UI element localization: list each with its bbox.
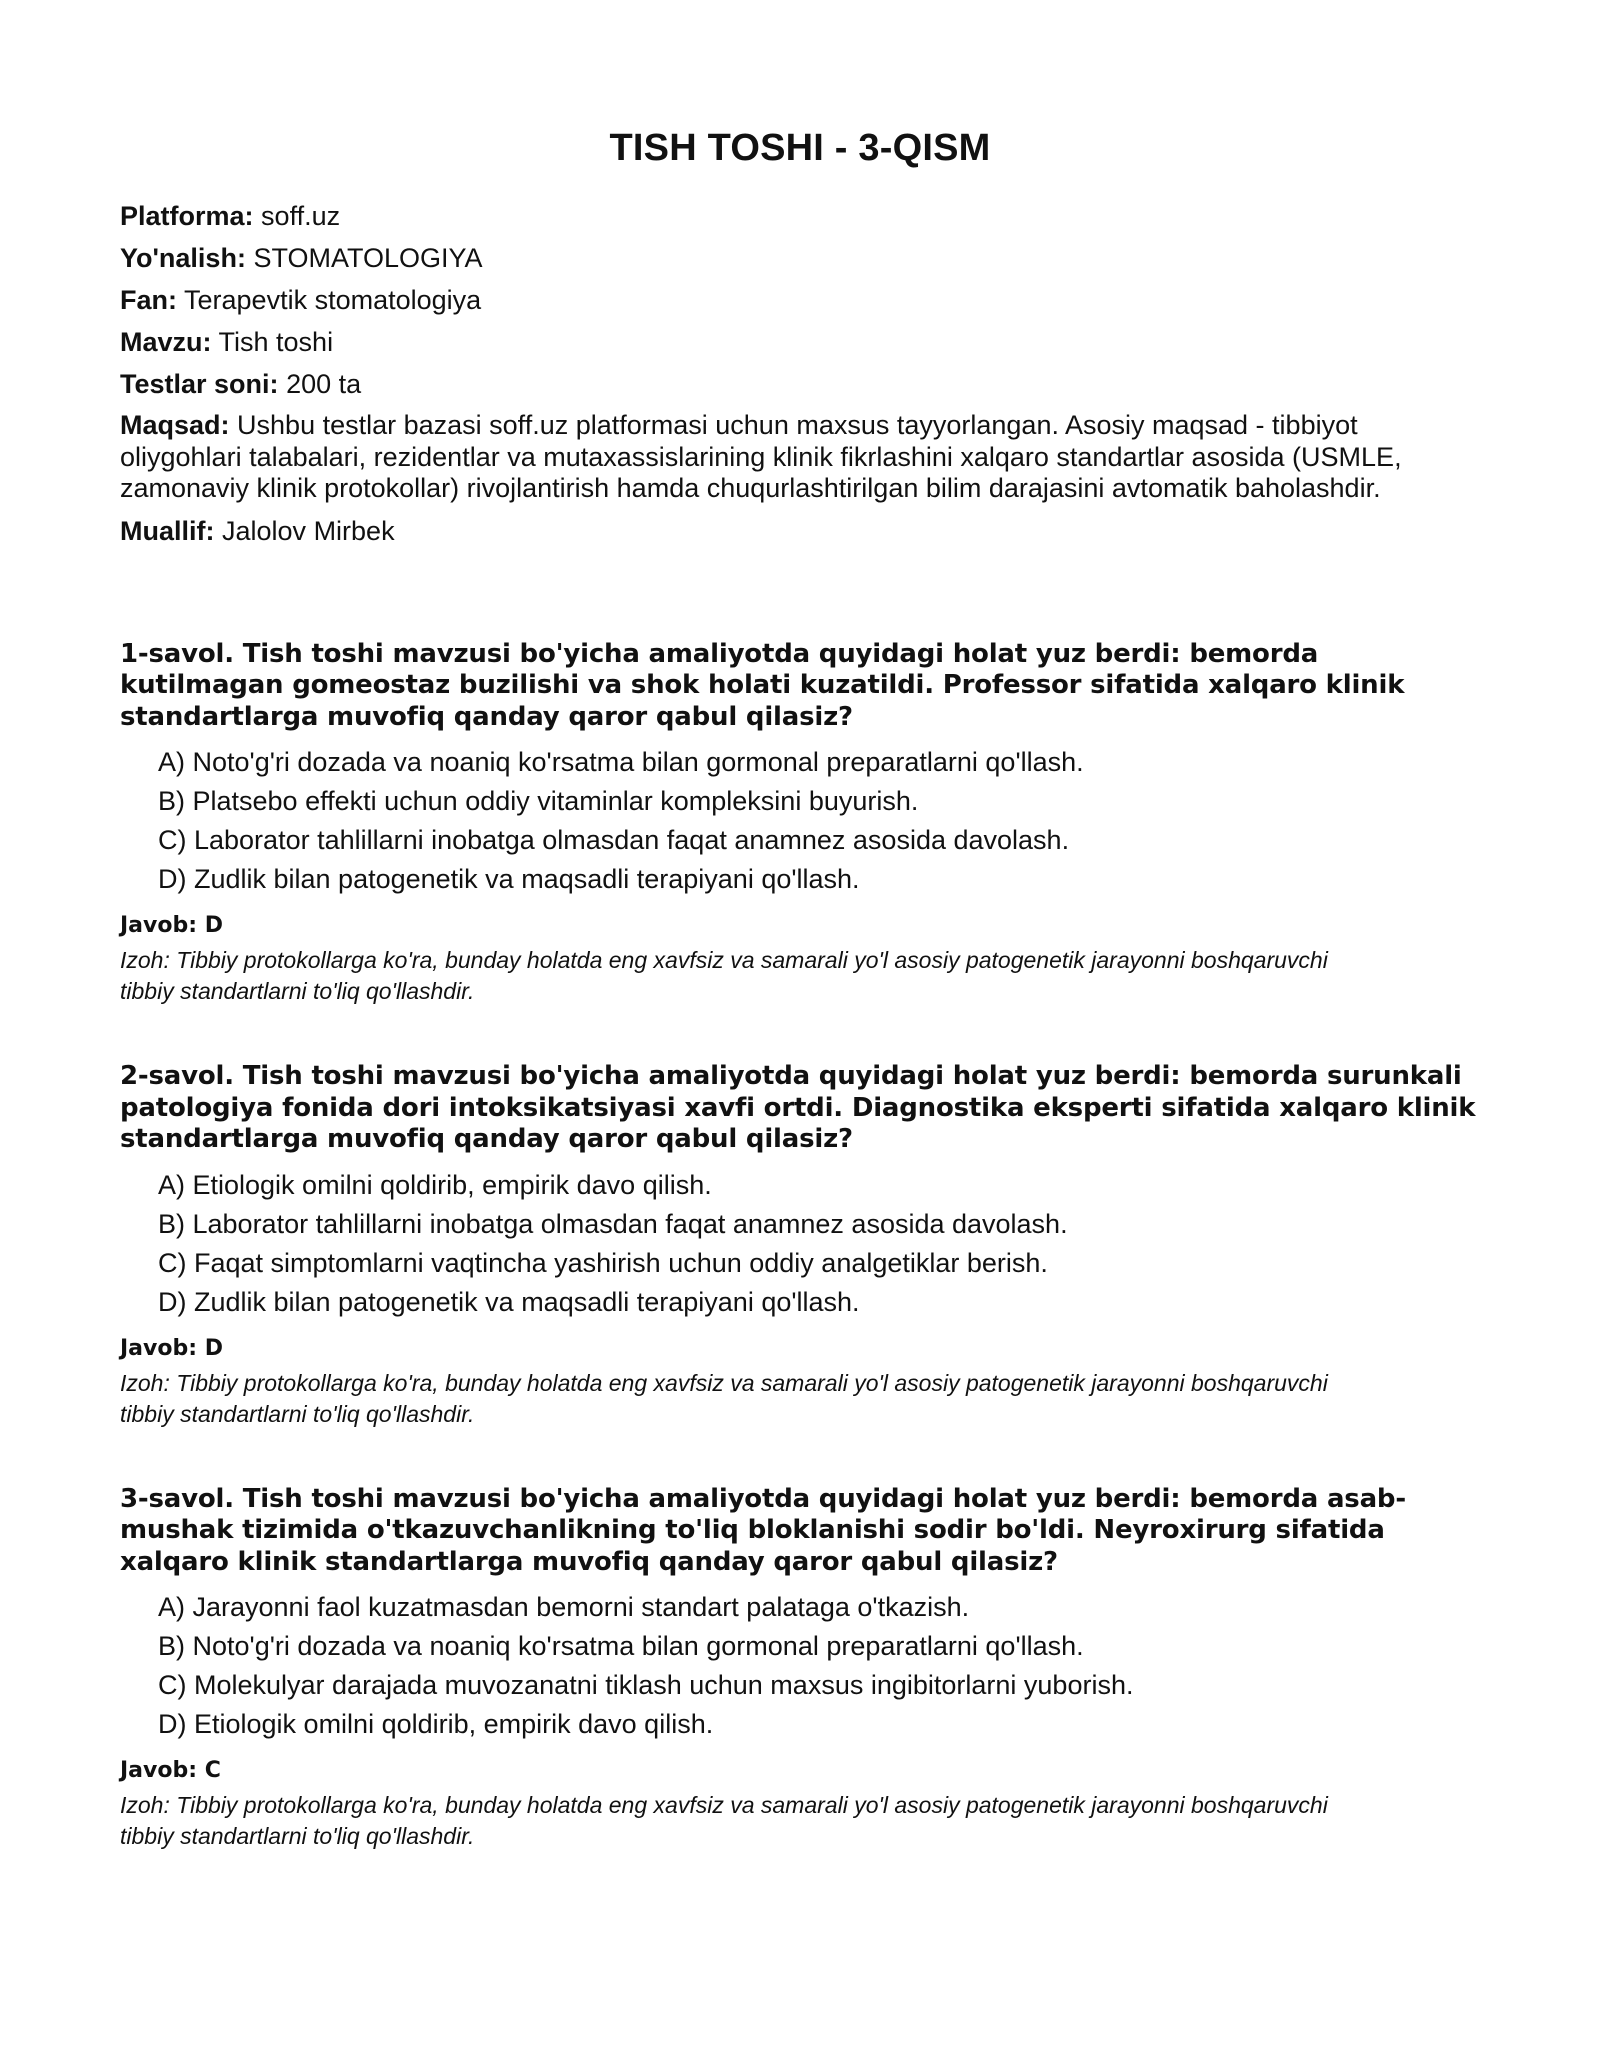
- answer-explanation: Izoh: Tibbiy protokollarga ko'ra, bunday holatda eng xavfsiz va samarali yo'l asosiy patogenetik jarayonni boshqaruvchi tibbiy standartlarni to'liq qo'llashdir.: [120, 1792, 1328, 1849]
- meta-platforma-value: soff.uz: [261, 201, 341, 231]
- option-d: D) Zudlik bilan patogenetik va maqsadli terapiyani qo'llash.: [158, 864, 860, 894]
- option-b: B) Noto'g'ri dozada va noaniq ko'rsatma bilan gormonal preparatlarni qo'llash.: [158, 1631, 1084, 1661]
- question-list: [120, 639, 1490, 1853]
- answer-explanation: Izoh: Tibbiy protokollarga ko'ra, bunday holatda eng xavfsiz va samarali yo'l asosiy patogenetik jarayonni boshqaruvchi tibbiy standartlarni to'liq qo'llashdir.: [120, 1369, 1328, 1427]
- option-a: A) Jarayonni faol kuzatmasdan bemorni standart palataga o'tkazish.: [158, 1592, 970, 1622]
- meta-testlar: [120, 368, 1490, 400]
- question-text: 1-savol. Tish toshi mavzusi bo'yicha amaliyotda quyidagi holat yuz berdi: bemorda kutilmagan gomeostaz buzilishi va shok holati kuzatildi. Professor sifatida xalqaro klinik standartlarga muvofiq qanday qaror qabul qilasiz?: [120, 638, 1405, 732]
- meta-yonalish-value: STOMATOLOGIYA: [253, 243, 483, 273]
- document-page: [120, 0, 1490, 1906]
- answer-options: [120, 1170, 1490, 1318]
- question-3: [120, 1484, 1490, 1853]
- meta-mavzu-key: Mavzu:: [120, 327, 212, 357]
- option-c: C) Faqat simptomlarni vaqtincha yashirish uchun oddiy analgetiklar berish.: [158, 1247, 1048, 1278]
- meta-maqsad: [120, 410, 1460, 505]
- option-b: B) Platsebo effekti uchun oddiy vitaminlar kompleksini buyurish.: [158, 786, 919, 816]
- question-text: 3-savol. Tish toshi mavzusi bo'yicha amaliyotda quyidagi holat yuz berdi: bemorda asab-mushak tizimida o'tkazuvchanlikning to'liq bloklanishi sodir bo'ldi. Neyroxirurg sifatida xalqaro klinik standartlarga muvofiq qanday qaror qabul qilasiz?: [120, 1483, 1406, 1577]
- answer-options: [120, 1592, 1490, 1740]
- question-2: [120, 1061, 1490, 1430]
- meta-fan-value: Terapevtik stomatologiya: [184, 285, 482, 315]
- meta-testlar-key: Testlar soni:: [120, 369, 279, 399]
- option-c: C) Molekulyar darajada muvozanatni tiklash uchun maxsus ingibitorlarni yuborish.: [158, 1670, 1134, 1700]
- meta-muallif: [120, 515, 1490, 547]
- document-meta: [120, 200, 1490, 547]
- meta-maqsad-value: Ushbu testlar bazasi soff.uz platformasi uchun maxsus tayyorlangan. Asosiy maqsad - tibbiyot oliygohlari talabalari, rezidentlar va mutaxassislarining klinik fikrlashini xalqaro standartlar asosida (USMLE, zamonaviy klinik protokollar) rivojlantirish hamda chuqurlashtirilgan bilim darajasini avtomatik baholashdir.: [120, 410, 1402, 503]
- meta-mavzu: [120, 326, 1490, 358]
- option-d: D) Zudlik bilan patogenetik va maqsadli terapiyani qo'llash.: [158, 1286, 860, 1317]
- answer-options: [120, 747, 1490, 895]
- correct-answer: Javob: D: [120, 913, 223, 938]
- meta-yonalish-key: Yo'nalish:: [120, 243, 246, 273]
- option-a: A) Etiologik omilni qoldirib, empirik davo qilish.: [158, 1169, 712, 1200]
- meta-platforma: [120, 200, 1490, 232]
- meta-fan-key: Fan:: [120, 285, 177, 315]
- answer-explanation: Izoh: Tibbiy protokollarga ko'ra, bunday holatda eng xavfsiz va samarali yo'l asosiy patogenetik jarayonni boshqaruvchi tibbiy standartlarni to'liq qo'llashdir.: [120, 947, 1328, 1004]
- meta-mavzu-value: Tish toshi: [218, 327, 334, 357]
- meta-testlar-value: 200 ta: [286, 369, 362, 399]
- correct-answer: Javob: C: [120, 1758, 221, 1783]
- option-c: C) Laborator tahlillarni inobatga olmasdan faqat anamnez asosida davolash.: [158, 825, 1070, 855]
- page-title: TISH TOSHI - 3-QISM: [609, 127, 991, 169]
- meta-yonalish: [120, 242, 1490, 274]
- option-a: A) Noto'g'ri dozada va noaniq ko'rsatma bilan gormonal preparatlarni qo'llash.: [158, 747, 1084, 777]
- question-text: 2-savol. Tish toshi mavzusi bo'yicha amaliyotda quyidagi holat yuz berdi: bemorda surunkali patologiya fonida dori intoksikatsiyasi xavfi ortdi. Diagnostika eksperti sifatida xalqaro klinik standartlarga muvofiq qanday qaror qabul qilasiz?: [120, 1061, 1476, 1154]
- option-d: D) Etiologik omilni qoldirib, empirik davo qilish.: [158, 1709, 714, 1739]
- meta-maqsad-key: Maqsad:: [120, 410, 230, 440]
- meta-muallif-value: Jalolov Mirbek: [222, 515, 395, 546]
- option-b: B) Laborator tahlillarni inobatga olmasdan faqat anamnez asosida davolash.: [158, 1208, 1068, 1239]
- question-1: [120, 639, 1490, 1008]
- meta-muallif-key: Muallif:: [120, 515, 215, 546]
- meta-fan: [120, 284, 1490, 316]
- meta-platforma-key: Platforma:: [120, 201, 254, 231]
- correct-answer: Javob: D: [120, 1335, 223, 1361]
